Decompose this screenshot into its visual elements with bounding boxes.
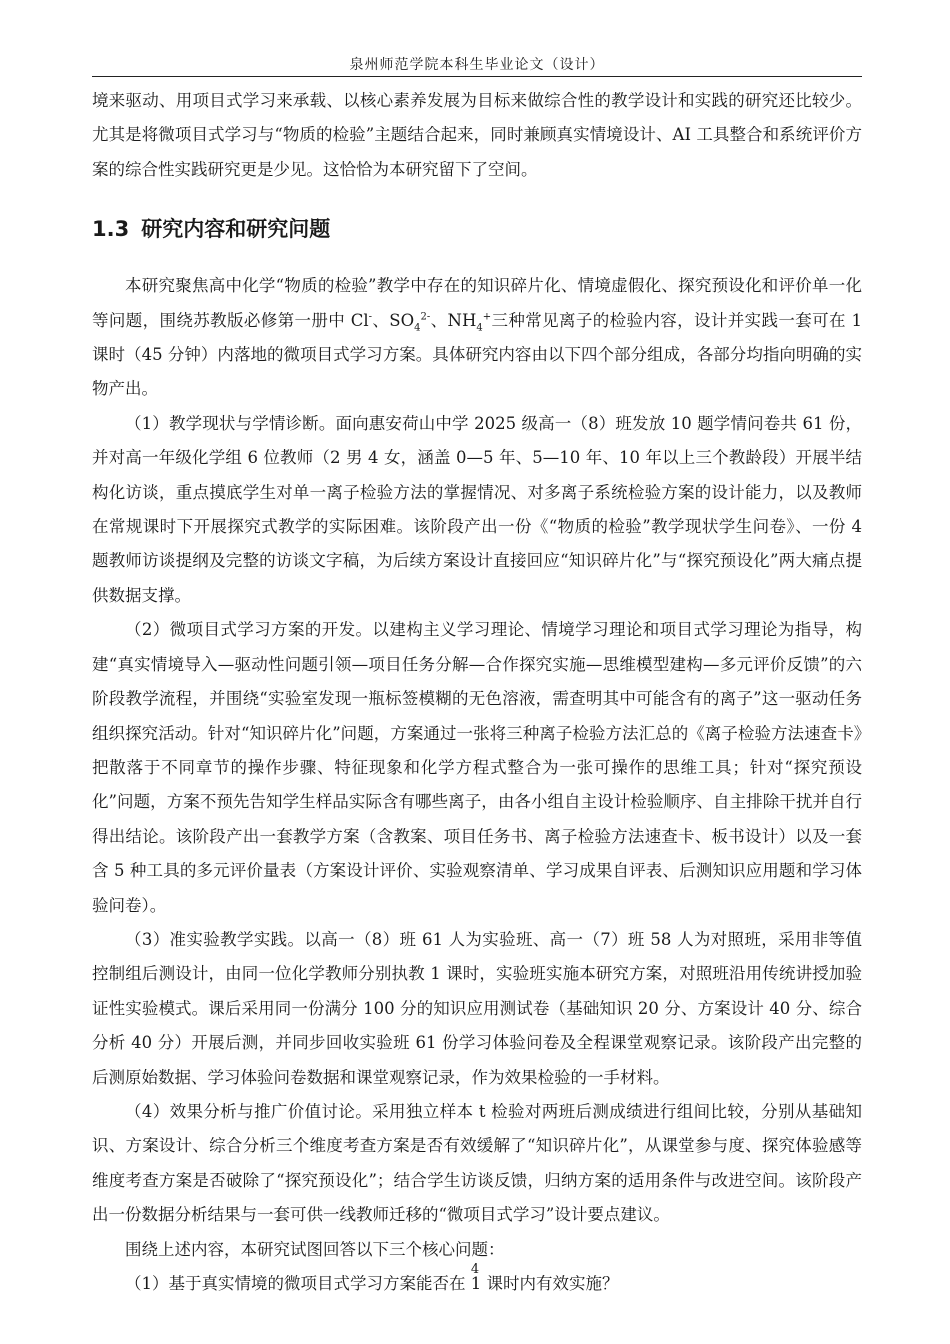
section-title-text: 研究内容和研究问题 xyxy=(141,217,331,242)
superscript-charge: 2- xyxy=(420,311,431,323)
subscript-count: 4 xyxy=(414,321,421,333)
subscript-count: 4 xyxy=(476,321,483,333)
section-number: 1.3 xyxy=(92,217,130,242)
header-divider xyxy=(92,76,862,77)
text-run: 三种常见离子的检验内容，设计并实践一套可在 1 课时（45 分钟）内落地的微项目式学习方案。具体研究内容由以下四个部分组成，各部分均指向明确的实物产出。 xyxy=(92,310,862,399)
paragraph-questions-lead: 围绕上述内容，本研究试图回答以下三个核心问题： xyxy=(125,1239,505,1259)
paragraph-item-1: （1）教学现状与学情诊断。面向惠安荷山中学 2025 级高一（8）班发放 10 题学情问卷共 61 份，并对高一年级化学组 6 位教师（2 男 4 女，涵盖 0—5 年、5—10 年、10 年以上三个教龄段）开展半结构化访谈，重点摸底学生对单一离子检验方法的掌握情况、对多离子系统检验方案的设计能力，以及教师在常规课时下开展探究式教学的实际困难。该阶段产出一份《“物质的检验”教学现状学生问卷》、一份 4 题教师访谈提纲及完整的访谈文字稿，为后续方案设计直接回应“知识碎片化”与“探究预设化”两大痛点提供数据支撑。 xyxy=(92,413,862,605)
superscript-charge: - xyxy=(368,311,373,323)
paragraph-item-4: （4）效果分析与推广价值讨论。采用独立样本 t 检验对两班后测成绩进行组间比较，分别从基础知识、方案设计、综合分析三个维度考查方案是否有效缓解了“知识碎片化”，从课堂参与度、探究体验感等维度考查方案是否破除了“探究预设化”；结合学生访谈反馈，归纳方案的适用条件与改进空间。该阶段产出一份数据分析结果与一套可供一线教师迁移的“微项目式学习”设计要点建议。 xyxy=(92,1101,862,1225)
superscript-charge: + xyxy=(482,311,492,323)
page-number: 4 xyxy=(470,1262,480,1277)
text-run: 、SO xyxy=(372,310,415,330)
paragraph-continuation: 境来驱动、用项目式学习来承载、以核心素养发展为目标来做综合性的教学设计和实践的研究还比较少。尤其是将微项目式学习与“物质的检验”主题结合起来，同时兼顾真实情境设计、AI 工具整合和系统评价方案的综合性实践研究更是少见。这恰恰为本研究留下了空间。 xyxy=(92,91,862,179)
paragraph-item-2: （2）微项目式学习方案的开发。以建构主义学习理论、情境学习理论和项目式学习理论为指导，构建“真实情境导入—驱动性问题引领—项目任务分解—合作探究实施—思维模型建构—多元评价反馈”的六阶段教学流程，并围绕“实验室发现一瓶标签模糊的无色溶液，需查明其中可能含有的离子”这一驱动任务组织探究活动。针对“知识碎片化”问题，方案通过一张将三种离子检验方法汇总的《离子检验方法速查卡》把散落于不同章节的操作步骤、特征现象和化学方程式整合为一张可操作的思维工具；针对“探究预设化”问题，方案不预先告知学生样品实际含有哪些离子，由各小组自主设计检验顺序、自主排除干扰并自行得出结论。该阶段产出一套教学方案（含教案、项目任务书、离子检验方法速查卡、板书设计）以及一套含 5 种工具的多元评价量表（方案设计评价、实验观察清单、学习成果自评表、后测知识应用题和学习体验问卷）。 xyxy=(92,620,862,915)
running-header: 泉州师范学院本科生毕业论文（设计） xyxy=(349,57,605,73)
paragraph-question-1: （1）基于真实情境的微项目式学习方案能否在 1 课时内有效实施？ xyxy=(125,1274,619,1293)
paragraph-intro xyxy=(92,269,862,407)
page-body xyxy=(92,84,862,1301)
paragraph-item-3: （3）准实验教学实践。以高一（8）班 61 人为实验班、高一（7）班 58 人为对照班，采用非等值控制组后测设计，由同一位化学教师分别执教 1 课时，实验班实施本研究方案，对照班沿用传统讲授加验证性实验模式。课后采用同一份满分 100 分的知识应用测试卷（基础知识 20 分、方案设计 40 分、综合分析 40 分）开展后测，并同步回收实验班 61 份学习体验问卷及全程课堂观察记录。该阶段产出完整的后测原始数据、学习体验问卷数据和课堂观察记录，作为效果检验的一手材料。 xyxy=(92,929,862,1087)
section-heading xyxy=(92,212,862,246)
text-run: 、NH xyxy=(430,310,477,330)
text-run: 本研究聚焦高中化学“物质的检验”教学中存在的知识碎片化、情境虚假化、探究预设化和评价单一化等问题，围绕苏教版必修第一册中 Cl xyxy=(92,276,862,330)
